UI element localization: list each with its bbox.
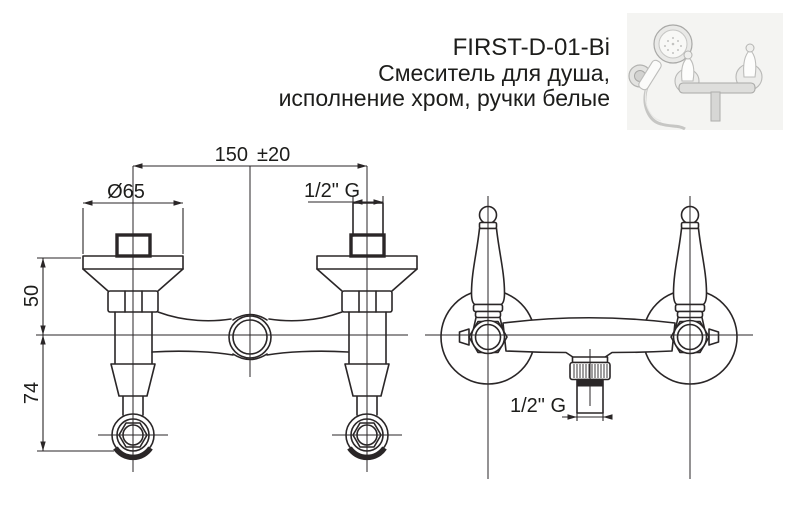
product-subtitle-line1: Смеситель для душа, [378, 60, 610, 86]
body-arm [158, 312, 231, 321]
dimension-offset-below [21, 335, 114, 451]
assembled-view [425, 196, 753, 479]
dimension-offset-above [21, 258, 81, 335]
inlet-pipe [353, 203, 383, 236]
mixer-body [503, 318, 675, 359]
dimension-inlet-thread [304, 180, 383, 205]
dimension-centers-tolerance: ±20 [257, 144, 291, 166]
dimension-offset-below-label: 74 [21, 381, 43, 405]
dimension-centers-value: 150 [214, 144, 248, 166]
front-view [21, 144, 417, 472]
dimension-escutcheon-label: Ø65 [107, 181, 145, 203]
dimension-offset-above-label: 50 [21, 284, 43, 308]
dimension-outlet-thread-label: 1/2" G [509, 395, 567, 417]
product-subtitle-line2: исполнение хром, ручки белые [278, 85, 610, 111]
dimension-centers [133, 144, 367, 169]
product-model: FIRST-D-01-Bi [452, 34, 610, 61]
dimension-inlet-thread-label: 1/2" G [303, 180, 361, 202]
